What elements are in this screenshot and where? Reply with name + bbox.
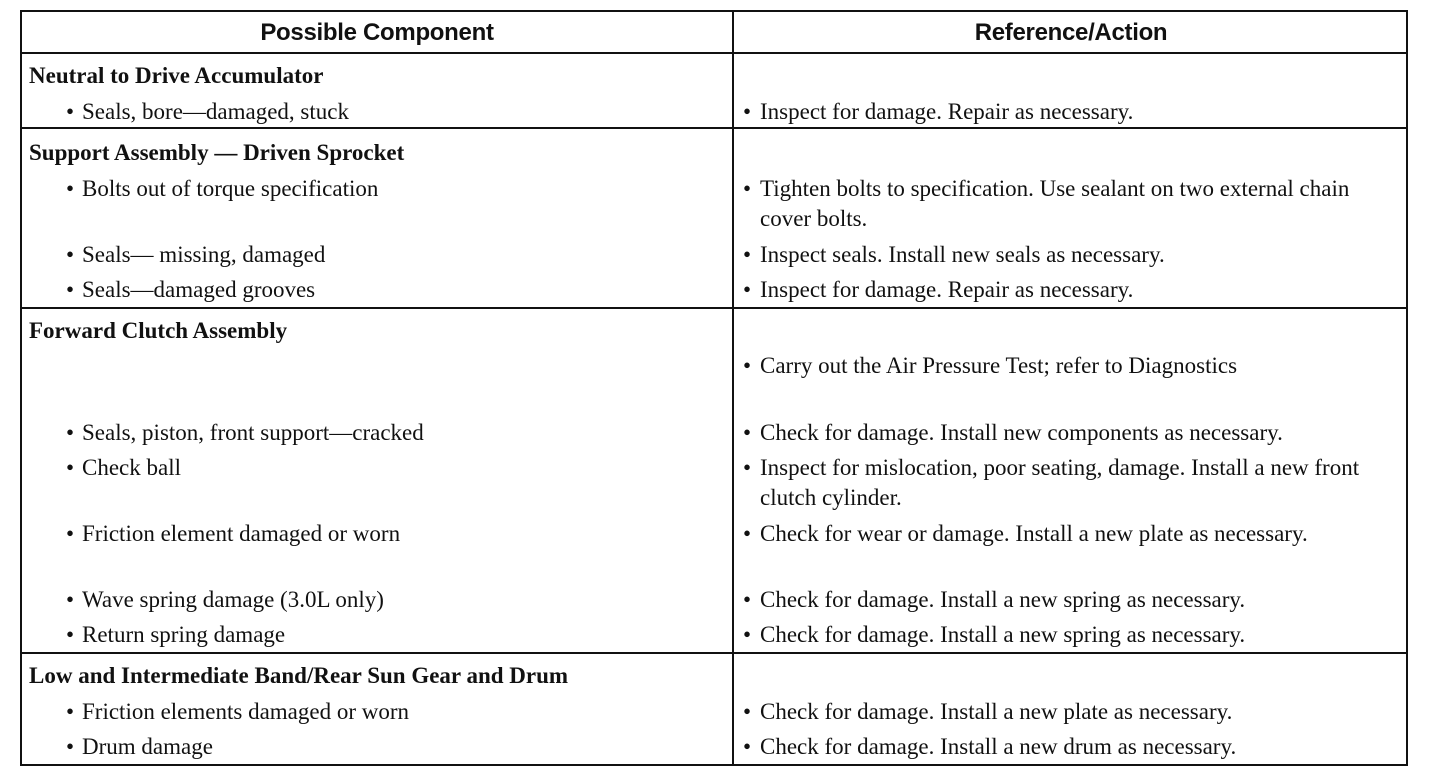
component-item: • Seals, piston, front support—cracked: [66, 420, 424, 445]
component-item: • Seals— missing, damaged: [66, 242, 326, 267]
action-item: • Inspect seals. Install new seals as necessary.: [743, 242, 1165, 267]
action-item: • Carry out the Air Pressure Test; refer to Diagnostics: [743, 353, 1238, 378]
component-item: • Return spring damage: [66, 622, 286, 647]
action-item: • Inspect for mislocation, poor seating, damage. Install a new front clutch cylinder.: [743, 455, 1360, 510]
action-item: • Check for damage. Install a new spring as necessary.: [743, 622, 1246, 647]
component-item: • Seals, bore—damaged, stuck: [66, 99, 349, 124]
action-item: • Inspect for damage. Repair as necessary.: [743, 277, 1134, 302]
section-title-neutral-to-drive-accumulator: Neutral to Drive Accumulator: [29, 63, 324, 88]
component-item: • Friction elements damaged or worn: [66, 699, 410, 724]
diagnosis-table: [20, 10, 1408, 766]
section-title-support-assembly: Support Assembly — Driven Sprocket: [29, 140, 405, 165]
component-item: • Seals—damaged grooves: [66, 277, 316, 302]
component-item: • Wave spring damage (3.0L only): [66, 587, 384, 612]
action-item: • Check for damage. Install a new plate as necessary.: [743, 699, 1233, 724]
action-item: • Tighten bolts to specification. Use sealant on two external chain cover bolts.: [743, 176, 1350, 231]
section-title-forward-clutch-assembly: Forward Clutch Assembly: [29, 318, 288, 343]
component-item: • Friction element damaged or worn: [66, 521, 401, 546]
section-divider: [22, 652, 1406, 654]
action-item: • Check for wear or damage. Install a new plate as necessary.: [743, 521, 1308, 546]
action-item: • Inspect for damage. Repair as necessary.: [743, 99, 1134, 124]
header-reference-action: Reference/Action: [974, 19, 1168, 46]
section-divider: [22, 127, 1406, 129]
component-item: • Bolts out of torque specification: [66, 176, 379, 201]
action-item: • Check for damage. Install new components as necessary.: [743, 420, 1283, 445]
action-item: • Check for damage. Install a new spring as necessary.: [743, 587, 1246, 612]
section-divider: [22, 307, 1406, 309]
header-possible-component: Possible Component: [260, 19, 494, 46]
component-item: • Check ball: [66, 455, 181, 480]
action-item: • Check for damage. Install a new drum as necessary.: [743, 734, 1237, 759]
section-title-low-and-intermediate-band: Low and Intermediate Band/Rear Sun Gear and Drum: [29, 663, 569, 688]
component-item: • Drum damage: [66, 734, 213, 759]
header-divider: [22, 52, 1406, 54]
